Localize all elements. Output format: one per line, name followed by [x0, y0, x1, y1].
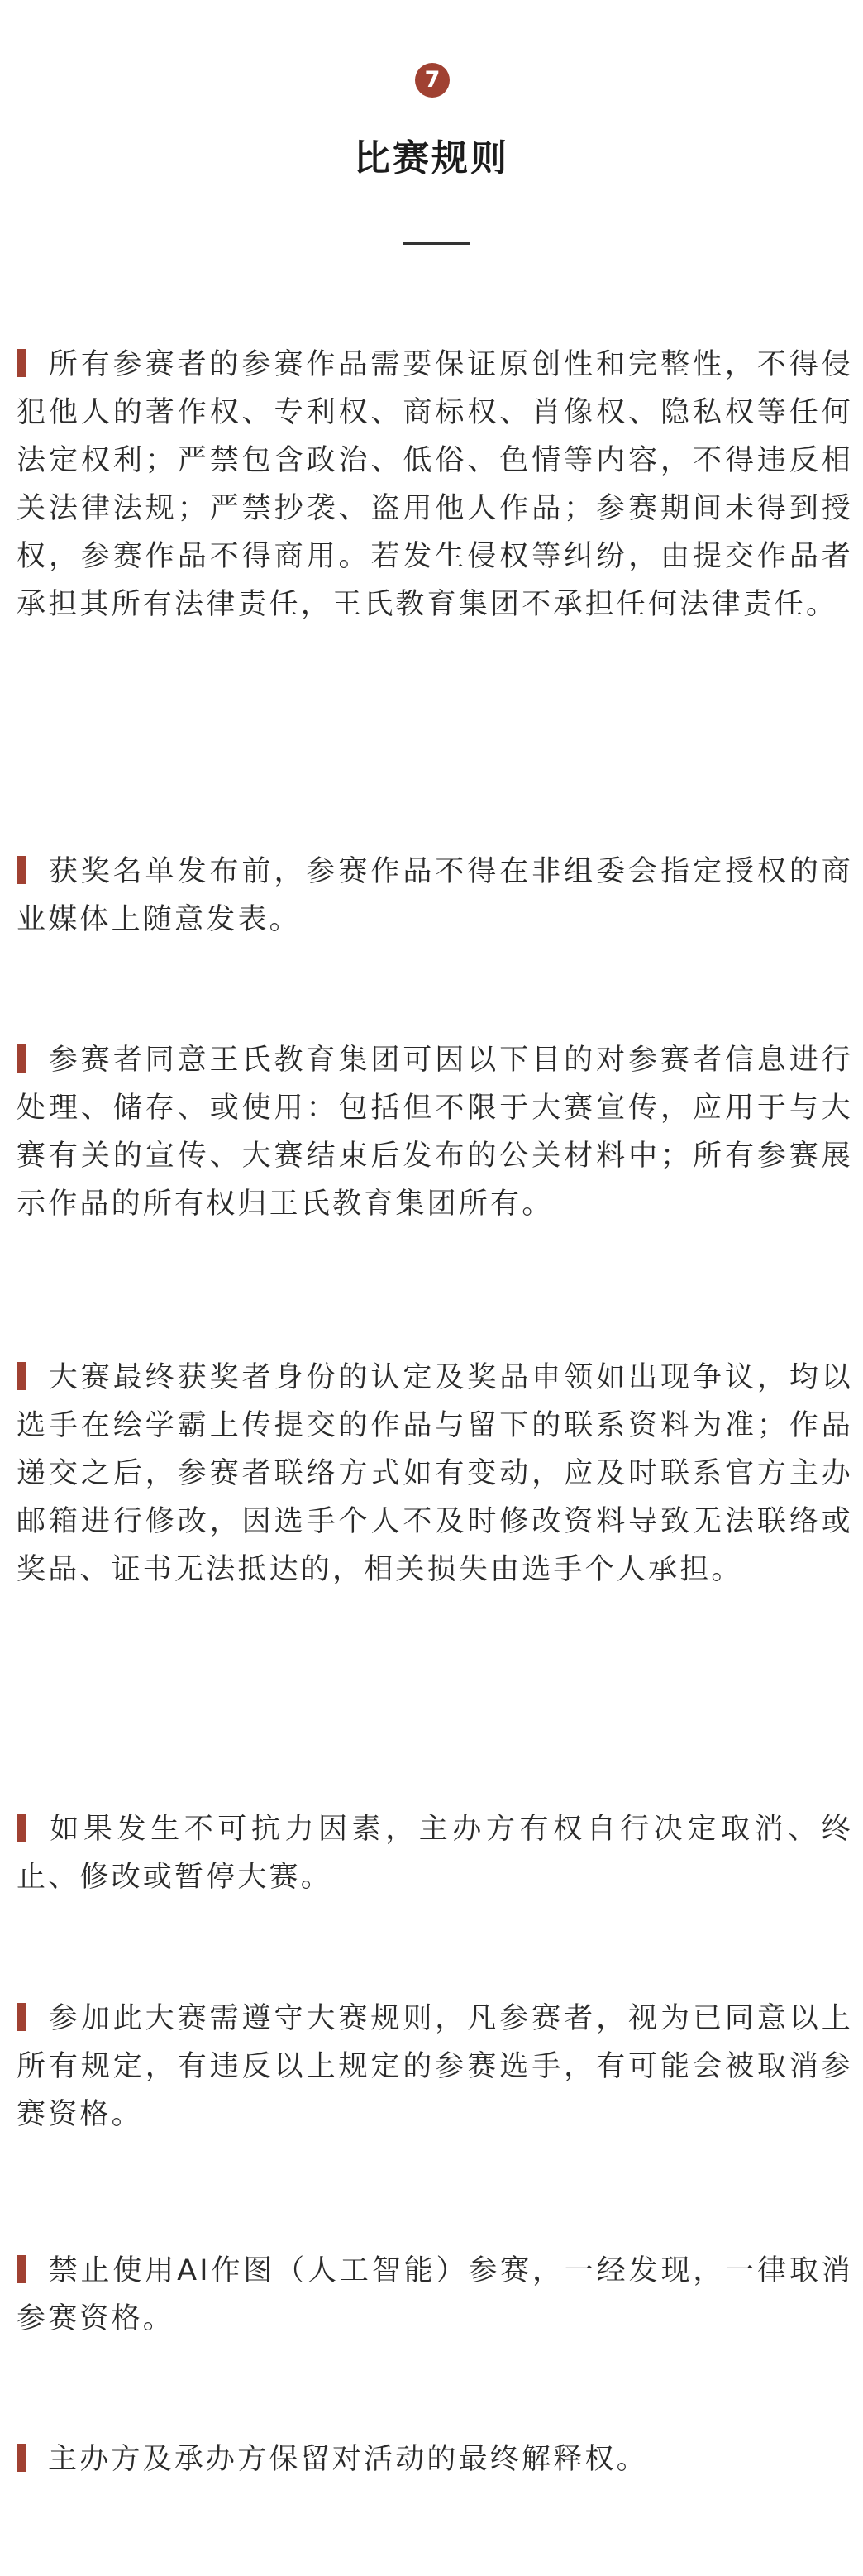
rule-paragraph	[17, 1036, 853, 1228]
rule-text: 大赛最终获奖者身份的认定及奖品申领如出现争议，均以选手在绘学霸上传提交的作品与留下的联系资料为准；作品递交之后，参赛者联络方式如有变动，应及时联系官方主办邮箱进行修改，因选手个人不及时修改资料导致无法联络或奖品、证书无法抵达的，相关损失由选手个人承担。	[17, 1361, 853, 1586]
bullet-bar-icon	[17, 2444, 26, 2472]
rule-text: 参赛者同意王氏教育集团可因以下目的对参赛者信息进行处理、储存、或使用：包括但不限于大赛宣传，应用于与大赛有关的宣传、大赛结束后发布的公关材料中；所有参赛展示作品的所有权归王氏教育集团所有。	[17, 1044, 853, 1221]
rule-paragraph	[17, 341, 853, 628]
rule-paragraph	[17, 1805, 853, 1901]
rule-text: 主办方及承办方保留对活动的最终解释权。	[48, 2443, 648, 2476]
rule-text: 如果发生不可抗力因素，主办方有权自行决定取消、终止、修改或暂停大赛。	[17, 1813, 853, 1894]
bullet-bar-icon	[17, 349, 26, 377]
rule-text: 禁止使用AI作图（人工智能）参赛，一经发现，一律取消参赛资格。	[17, 2254, 853, 2335]
rule-paragraph	[17, 1354, 853, 1594]
rule-text: 参加此大赛需遵守大赛规则，凡参赛者，视为已同意以上所有规定，有违反以上规定的参赛选手，有可能会被取消参赛资格。	[17, 2002, 853, 2131]
bullet-bar-icon	[17, 856, 26, 884]
rule-paragraph	[17, 2435, 853, 2483]
bullet-bar-icon	[17, 2003, 26, 2031]
rule-paragraph	[17, 2247, 853, 2343]
rule-text: 所有参赛者的参赛作品需要保证原创性和完整性，不得侵犯他人的著作权、专利权、商标权、肖像权、隐私权等任何法定权利；严禁包含政治、低俗、色情等内容，不得违反相关法律法规；严禁抄袭、盗用他人作品；参赛期间未得到授权，参赛作品不得商用。若发生侵权等纠纷，由提交作品者承担其所有法律责任，王氏教育集团不承担任何法律责任。	[17, 348, 853, 621]
bullet-bar-icon	[17, 1362, 26, 1390]
bullet-bar-icon	[17, 1814, 26, 1842]
bullet-bar-icon	[17, 1044, 26, 1073]
rule-paragraph	[17, 848, 853, 944]
title-divider	[403, 242, 470, 245]
rule-text: 获奖名单发布前，参赛作品不得在非组委会指定授权的商业媒体上随意发表。	[17, 855, 853, 936]
bullet-bar-icon	[17, 2255, 26, 2283]
page-title: 比赛规则	[354, 137, 509, 179]
rule-paragraph	[17, 1995, 853, 2139]
section-number-badge: 7	[415, 63, 450, 98]
